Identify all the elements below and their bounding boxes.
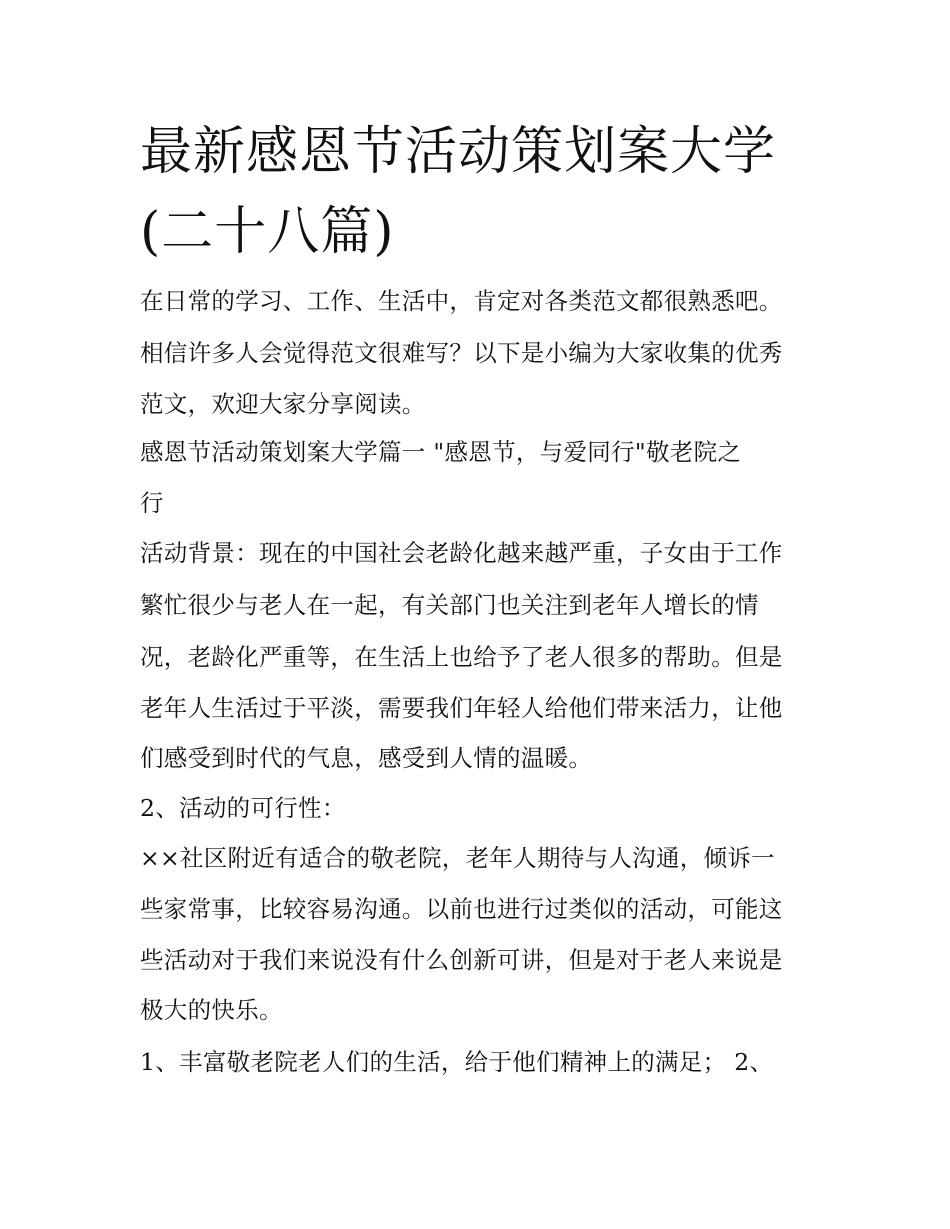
paragraph-line: 些活动对于我们来说没有什么创新可讲，但是对于老人来说是 — [140, 946, 783, 974]
paragraph-line: 些家常事，比较容易沟通。以前也进行过类似的活动，可能这 — [140, 895, 783, 923]
document-title: 最新感恩节活动策划案大学(二十八篇) — [140, 122, 777, 262]
paragraph-line: 们感受到时代的气息，感受到人情的温暖。 — [140, 744, 593, 772]
paragraph-line: 2、活动的可行性： — [140, 794, 346, 822]
paragraph-line: 相信许多人会觉得范文很难写？以下是小编为大家收集的优秀 — [140, 339, 783, 367]
paragraph-line: 在日常的学习、工作、生活中，肯定对各类范文都很熟悉吧。 — [140, 287, 783, 315]
paragraph-line: 1、丰富敬老院老人们的生活，给于他们精神上的满足； 2、 — [140, 1048, 774, 1076]
paragraph-line: 感恩节活动策划案大学篇一 "感恩节，与爱同行"敬老院之 — [140, 438, 742, 466]
paragraph-line: 繁忙很少与老人在一起，有关部门也关注到老年人增长的情 — [140, 591, 759, 619]
paragraph-line: ××社区附近有适合的敬老院，老年人期待与人沟通，倾诉一 — [140, 844, 775, 872]
paragraph-line: 老年人生活过于平淡，需要我们年轻人给他们带来活力，让他 — [140, 694, 783, 722]
paragraph-line: 活动背景：现在的中国社会老龄化越来越严重，子女由于工作 — [140, 539, 783, 567]
paragraph-line: 极大的快乐。 — [140, 996, 283, 1024]
paragraph-line: 行 — [140, 489, 164, 517]
paragraph-line: 况，老龄化严重等，在生活上也给予了老人很多的帮助。但是 — [140, 643, 783, 671]
paragraph-line: 范文，欢迎大家分享阅读。 — [140, 390, 426, 418]
